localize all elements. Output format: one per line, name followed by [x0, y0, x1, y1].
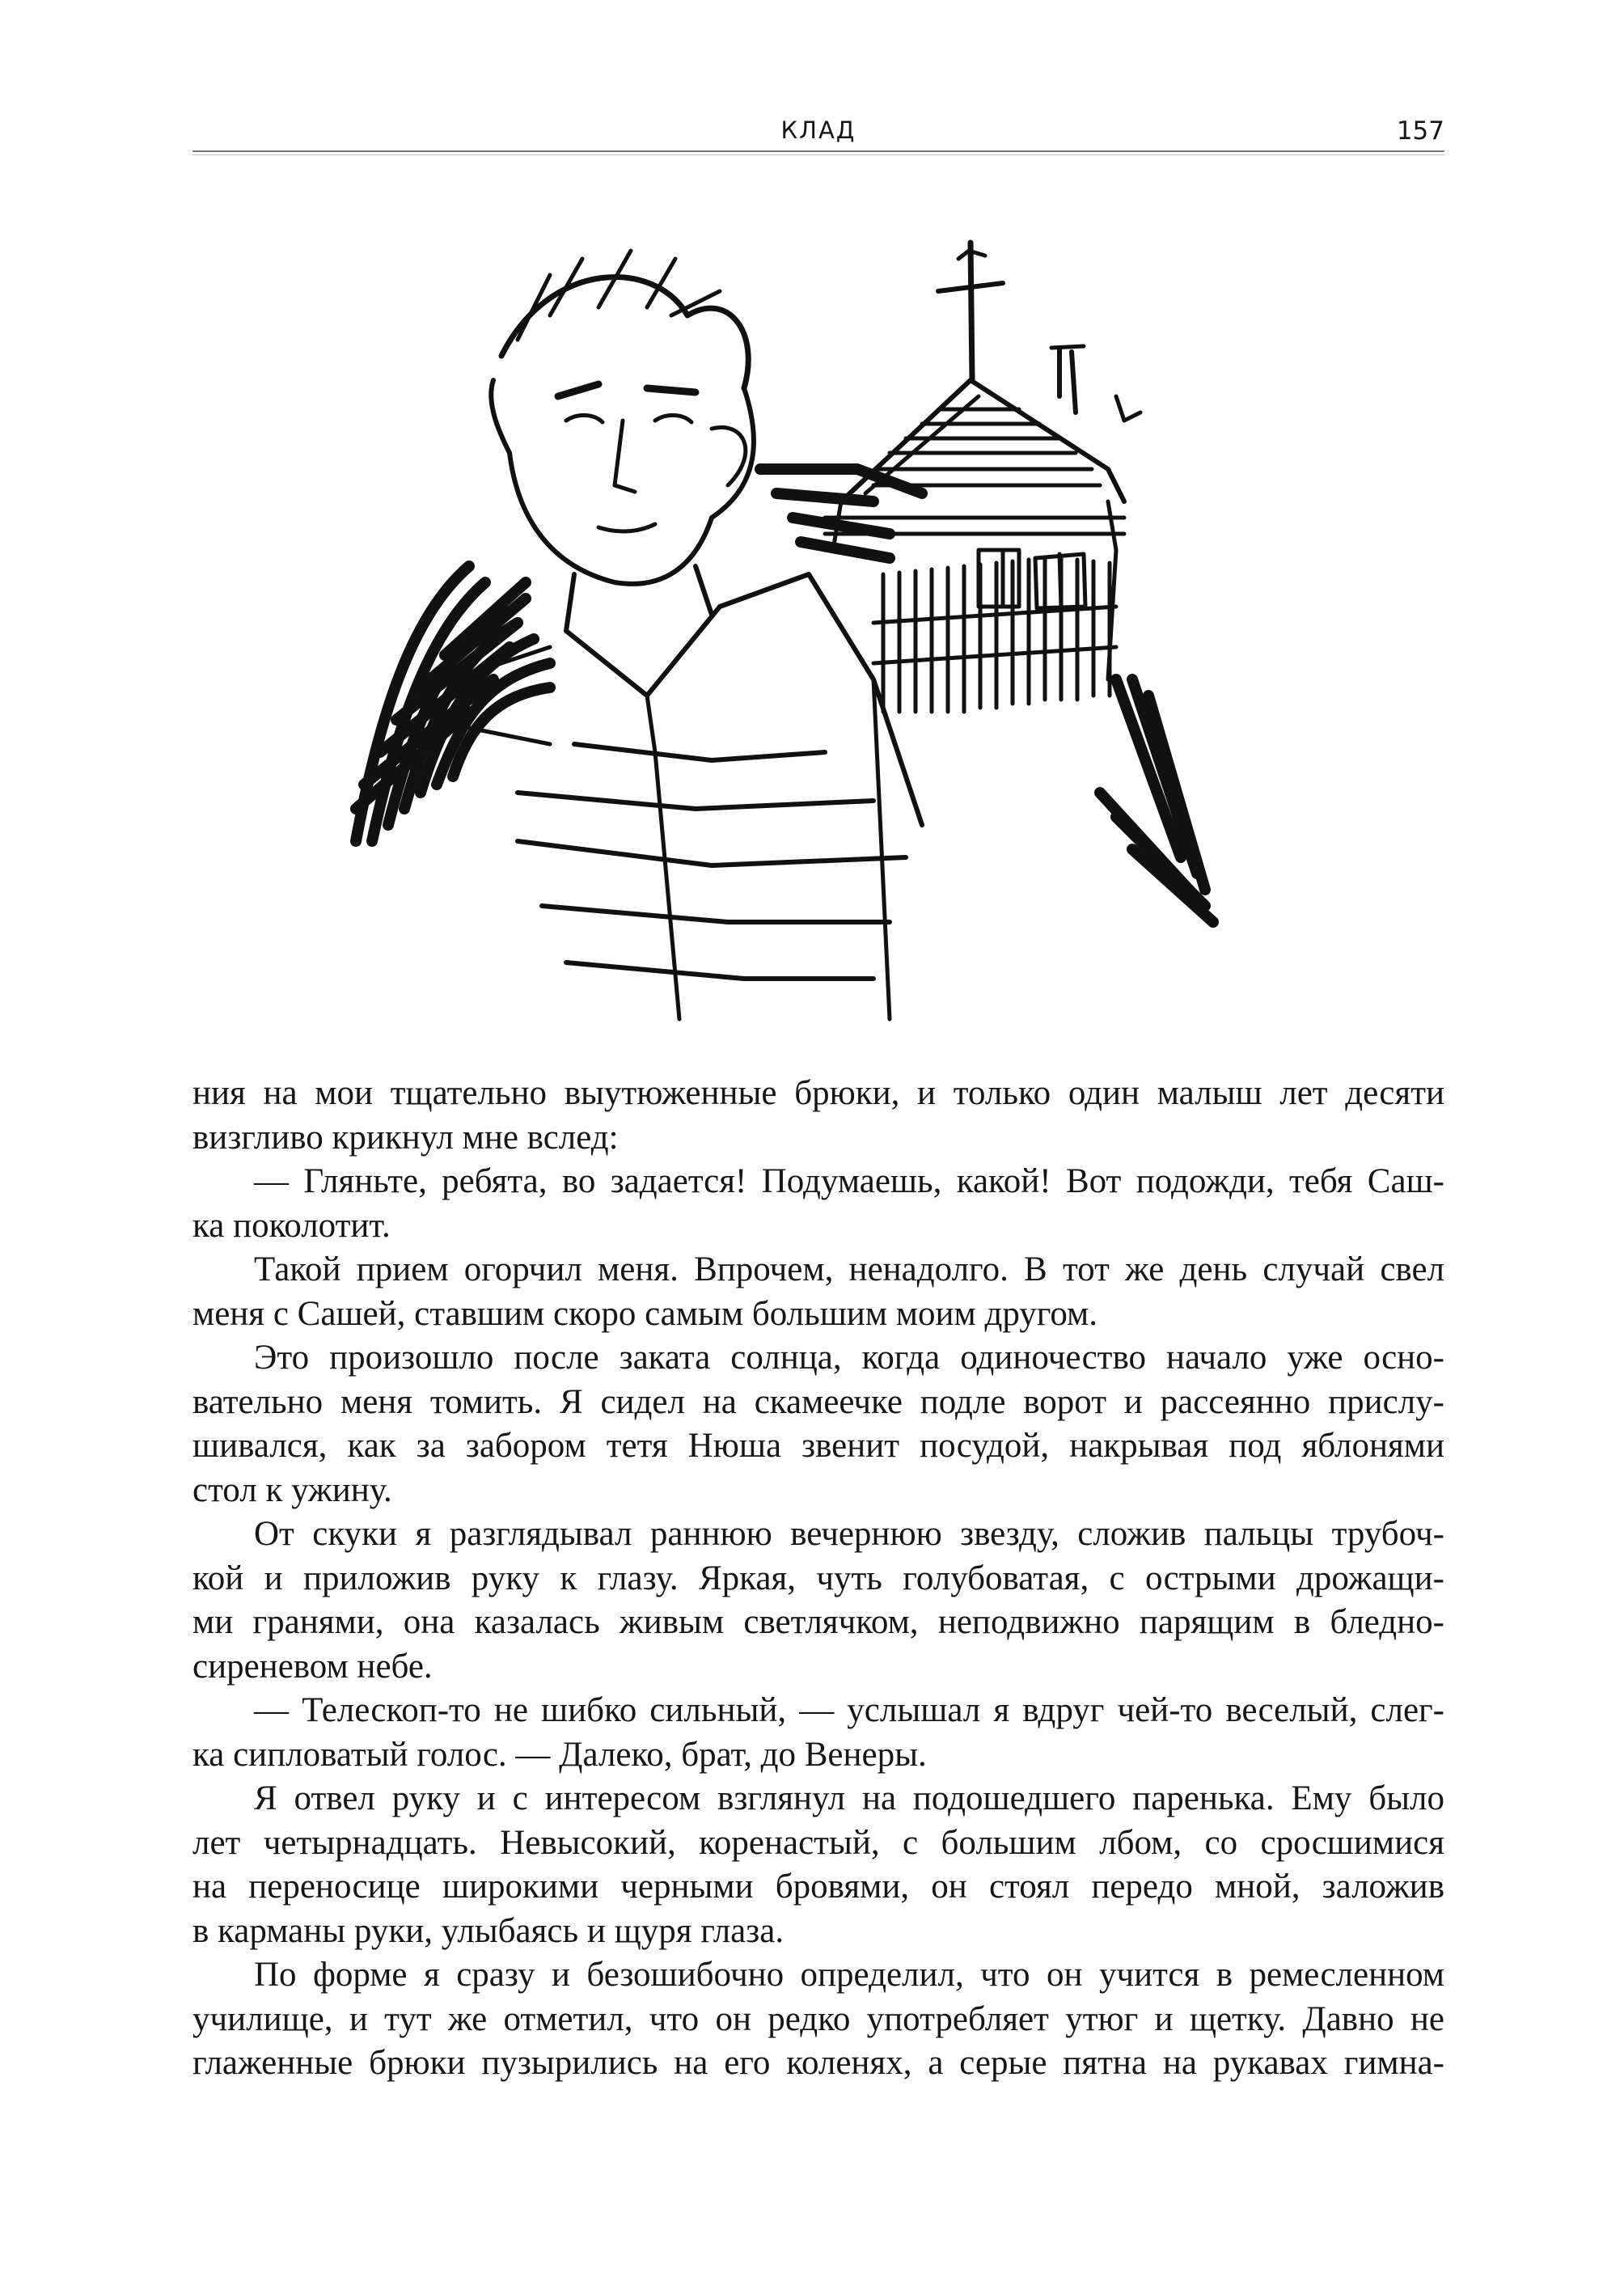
- running-head: [192, 112, 1444, 154]
- text-line: ка сипловатый голос. — Далеко, брат, до Венеры.: [192, 1735, 927, 1774]
- text-line: Такой прием огорчил меня. Впрочем, ненадолго. В тот же день случай свел: [254, 1250, 1444, 1288]
- text-line: По форме я сразу и безошибочно определил, что он учится в ремесленном: [254, 1956, 1444, 1994]
- boy-drawing: [453, 251, 922, 1019]
- fence-drawing: [873, 558, 1116, 712]
- text-line: ка поколотит.: [192, 1206, 391, 1245]
- text-line: стол к ужину.: [192, 1470, 392, 1509]
- illustration: [307, 226, 1326, 1051]
- text-line: ния на мои тщательно выутюженные брюки, и только один малыш лет десяти: [192, 1074, 1444, 1112]
- page-number: 157: [1396, 116, 1444, 146]
- text-line: От скуки я разглядывал раннюю вечернюю звезду, сложив пальцы трубоч-: [254, 1515, 1444, 1553]
- text-line: глаженные брюки пузырились на его коленях, а серые пятна на рукавах гимна-: [192, 2044, 1444, 2082]
- text-line: меня с Сашей, ставшим скоро самым большим моим другом.: [192, 1294, 1097, 1333]
- header-rule-thin: [192, 154, 1444, 155]
- text-line: ми гранями, она казалась живым светлячком, неподвижно парящим в бледно-: [192, 1603, 1444, 1641]
- body-text: [192, 1072, 1444, 2086]
- text-line: училище, и тут же отметил, что он редко употребляет утюг и щетку. Давно не: [192, 1999, 1444, 2038]
- text-line: — Телескоп-то не шибко сильный, — услышал я вдруг чей-то веселый, слег-: [254, 1691, 1444, 1729]
- text-line: кой и приложив руку к глазу. Яркая, чуть голубоватая, с острыми дрожащи-: [192, 1559, 1444, 1597]
- text-line: лет четырнадцать. Невысокий, коренастый, с большим лбом, со сросшимися: [192, 1823, 1444, 1862]
- text-line: Я отвел руку и с интересом взглянул на подошедшего паренька. Ему было: [254, 1779, 1444, 1817]
- text-line: — Гляньте, ребята, во задается! Подумаешь, какой! Вот подожди, тебя Саш-: [254, 1162, 1444, 1200]
- text-line: на переносице широкими черными бровями, он стоял передо мной, заложив: [192, 1868, 1444, 1906]
- text-line: вательно меня томить. Я сидел на скамеечке подле ворот и рассеянно прислу-: [192, 1382, 1444, 1421]
- text-line: в карманы руки, улыбаясь и щуря глаза.: [192, 1911, 785, 1950]
- text-line: шивался, как за забором тетя Нюша звенит посудой, накрывая под яблонями: [192, 1427, 1444, 1465]
- header-rule: [192, 150, 1444, 152]
- text-line: сиреневом небе.: [192, 1647, 433, 1686]
- dark-shading: [356, 469, 1213, 922]
- text-line: Это произошло после заката солнца, когда одиночество начало уже осно-: [254, 1339, 1444, 1377]
- running-title: КЛАД: [780, 116, 856, 144]
- text-line: визгливо крикнул мне вслед:: [192, 1118, 619, 1157]
